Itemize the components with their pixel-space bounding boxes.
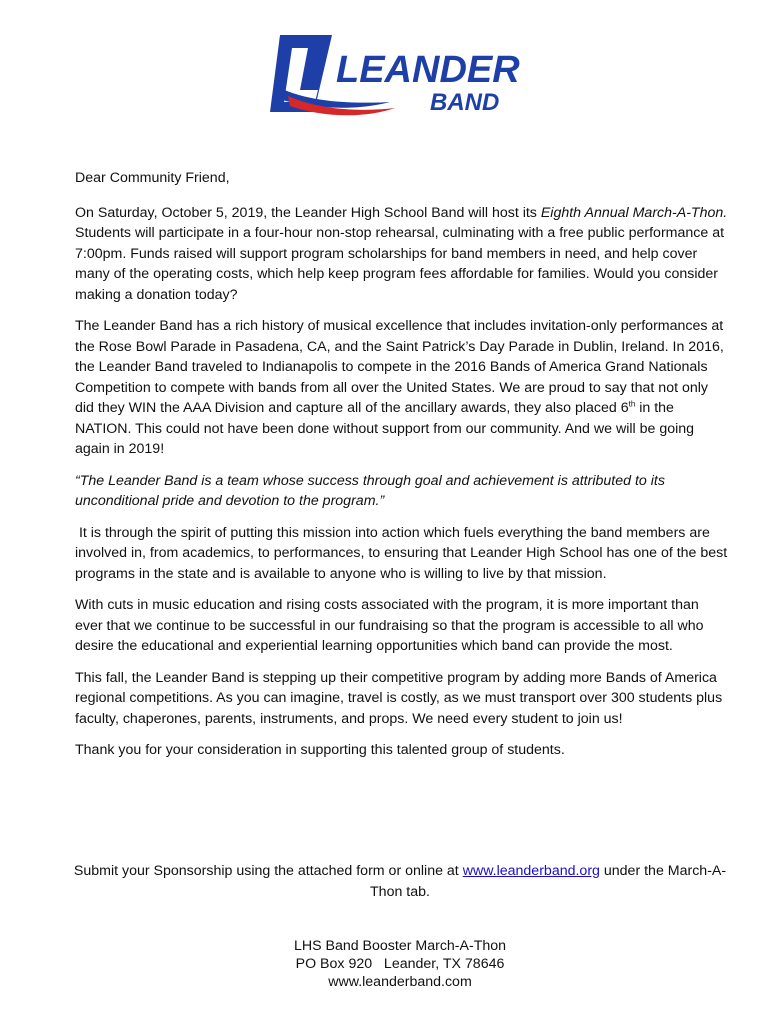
paragraph-mission: It is through the spirit of putting this mission into action which fuels everything the band members are involved in, from academics, to performances, to ensuring that Leander High School has one of the best programs in the state and is available to anyone who is willing to live by that mission. (75, 524, 732, 582)
mission-quote: “The Leander Band is a team whose success through goal and achievement is attributed to its unconditional pride and devotion to the program.” (75, 472, 665, 509)
footer-address (185, 937, 615, 991)
logo-word-band: BAND (430, 89, 500, 116)
paragraph-competition: This fall, the Leander Band is stepping up their competitive program by adding more Bands of America regional competitions. As you can imagine, travel is costly, as we must transport over 300 students plus faculty, chaperones, parents, instruments, and props. We need every student to join us! (75, 669, 723, 727)
paragraph-funding: With cuts in music education and rising costs associated with the program, it is more important than ever that we continue to be successful in our fundraising so that the program is accessible to all who desire the educational and experiential learning opportunities which band can provide the most. (75, 597, 704, 654)
website-link[interactable]: www.leanderband.org (462, 863, 600, 879)
greeting: Dear Community Friend, (75, 170, 230, 186)
event-name: Eighth Annual March-A-Thon. (540, 204, 728, 221)
logo-word-leander: LEANDER (336, 49, 520, 91)
submit-note: Submit your Sponsorship using the attached form or online at www.leanderband.org under the March-A-Thon tab. (73, 863, 727, 900)
paragraph-history: The Leander Band has a rich history of musical excellence that includes invitation-only performances at the Rose Bowl Parade in Pasadena, CA, and the Saint Patrick’s Day Parade in Dublin, Ireland. In 2016, the Leander Band traveled to Indianapolis to compete in the 2016 Bands of America Grand Nationals Competition to compete with bands from all over the United States. We are proud to say that not only did they WIN the AAA Division and capture all of the ancillary awards, they also placed 6th in the NATION. This could not have been done without support from our community. And we will be going again in 2019! (75, 318, 724, 457)
paragraph-thanks: Thank you for your consideration in supporting this talented group of students. (75, 742, 565, 758)
paragraph-event: On Saturday, October 5, 2019, the Leander High School Band will host its Eighth Annual March-A-Thon. Students will participate in a four-hour non-stop rehearsal, culminating with a free public performance at 7:00pm. Funds raised will support program scholarships for band members in need, and help cover many of the operating costs, which help keep program fees affordable for families. Would you consider making a donation today? (75, 204, 728, 303)
footer-org: LHS Band Booster March-A-Thon (293, 938, 507, 954)
footer-po-box: PO Box 920 Leander, TX 78646 (295, 956, 505, 972)
leander-band-logo (270, 30, 530, 120)
footer-website: www.leanderband.com (328, 974, 472, 990)
letter-body (75, 168, 730, 772)
